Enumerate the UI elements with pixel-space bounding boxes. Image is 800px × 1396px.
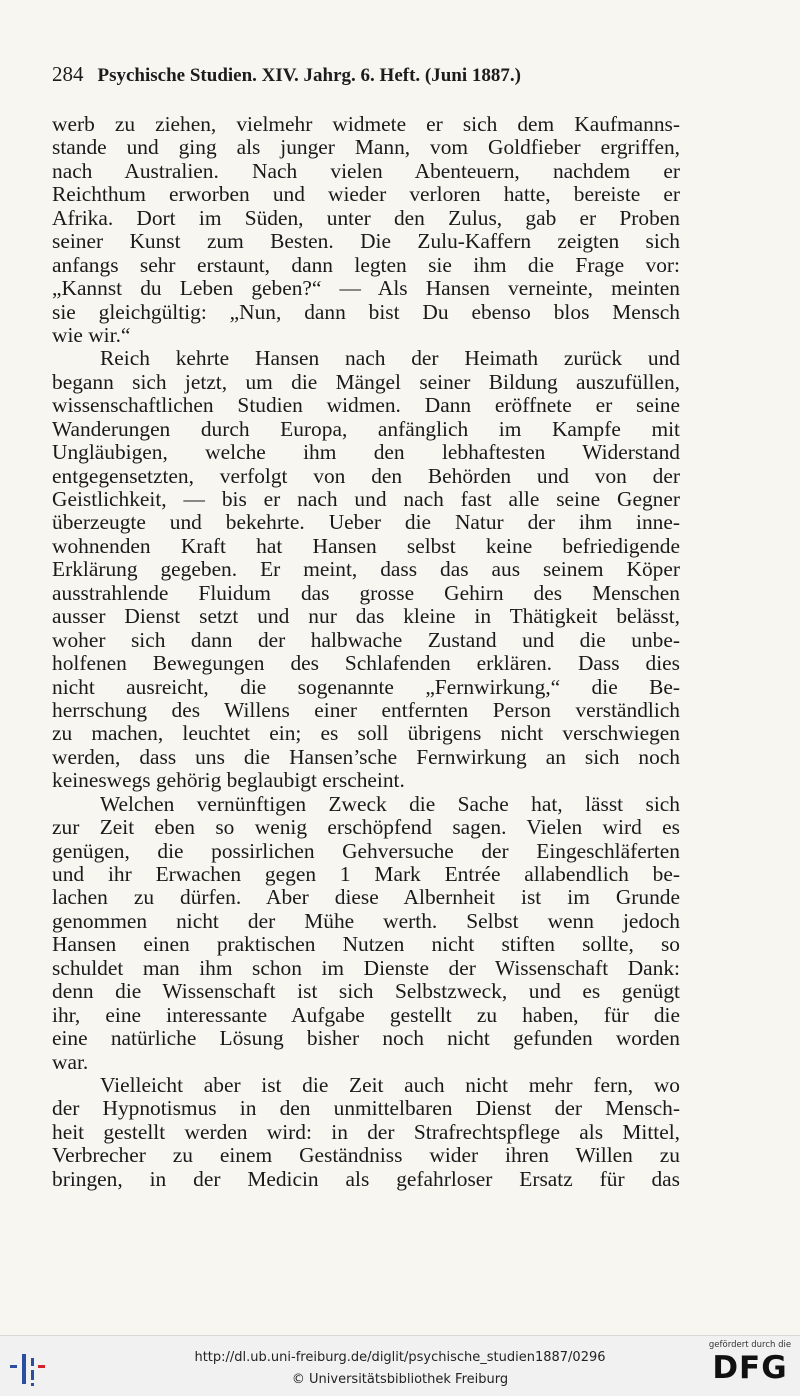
text-line: herrschung des Willens einer entfernten Person verständlich [52, 697, 680, 722]
text-line: werb zu ziehen, vielmehr widmete er sich dem Kaufmanns- [52, 112, 680, 136]
text-line: ausser Dienst setzt und nur das kleine in Thätigkeit belässt, [52, 604, 680, 629]
text-line: woher sich dann der halbwache Zustand und die unbe- [52, 627, 680, 652]
text-line: wissenschaftlichen Studien widmen. Dann eröffnete er seine [52, 393, 680, 418]
text-line: nicht ausreicht, die sogenannte „Fernwirkung,“ die Be- [52, 674, 680, 699]
text-line: seiner Kunst zum Besten. Die Zulu-Kaffern zeigten sich [52, 229, 680, 254]
text-line: zu machen, leuchtet ein; es soll übrigens nicht verschwiegen [52, 721, 680, 746]
text-line: holfenen Bewegungen des Schlafenden erklären. Dass dies [52, 651, 680, 676]
viewer-footer [0, 1335, 800, 1396]
text-line: Wanderungen durch Europa, anfänglich im Kampfe mit [52, 416, 680, 441]
text-line: nach Australien. Nach vielen Abenteuern, nachdem er [52, 158, 680, 183]
text-line: eine natürliche Lösung bisher noch nicht gefunden worden [52, 1026, 680, 1051]
text-line: Ungläubigen, welche ihm den lebhaftesten Widerstand [52, 440, 680, 465]
text-line: sie gleichgültig: „Nun, dann bist Du ebenso blos Mensch [52, 299, 680, 324]
text-line: Reichthum erworben und wieder verloren hatte, bereiste er [52, 182, 680, 207]
text-line: der Hypnotismus in den unmittelbaren Dienst der Mensch- [52, 1096, 680, 1121]
text-line: wohnenden Kraft hat Hansen selbst keine befriedigende [52, 533, 680, 558]
text-line: Afrika. Dort im Süden, unter den Zulus, gab er Proben [52, 205, 680, 230]
dfg-logo-text: DFG [712, 1350, 788, 1386]
running-header [52, 62, 684, 87]
text-line: Erklärung gegeben. Er meint, dass das aus seinem Köper [52, 557, 680, 582]
dfg-logo [708, 1340, 792, 1385]
text-line: genügen, die possirlichen Gehversuche der Eingeschläferten [52, 838, 680, 863]
text-line: Geistlichkeit, — bis er nach und nach fast alle seine Gegner [52, 487, 680, 511]
text-line: Welchen vernünftigen Zweck die Sache hat, lässt sich [100, 791, 680, 816]
text-line: heit gestellt werden wird: in der Strafrechtspflege als Mittel, [52, 1119, 680, 1144]
dfg-funding-label: gefördert durch die [708, 1340, 792, 1350]
text-line: Hansen einen praktischen Nutzen nicht stiften sollte, so [52, 932, 680, 957]
text-line: zur Zeit eben so wenig erschöpfend sagen. Vielen wird es [52, 815, 680, 840]
text-line: ihr, eine interessante Aufgabe gestellt zu haben, für die [52, 1002, 680, 1027]
text-line: stande und ging als junger Mann, vom Goldfieber ergriffen, [52, 135, 680, 160]
text-line: genommen nicht der Mühe werth. Selbst wenn jedoch [52, 908, 680, 933]
running-title: Psychische Studien. XIV. Jahrg. 6. Heft. (Juni 1887.) [97, 65, 521, 86]
text-line: werden, dass uns die Hansen’sche Fernwirkung an sich noch [52, 744, 680, 769]
text-line: ausstrahlende Fluidum das grosse Gehirn des Menschen [52, 580, 680, 605]
permalink-url[interactable]: http://dl.ub.uni-freiburg.de/diglit/psychische_studien1887/0296 [194, 1350, 606, 1365]
body-text [52, 113, 680, 1191]
text-line: bringen, in der Medicin als gefahrloser Ersatz für das [52, 1166, 680, 1191]
text-line: schuldet man ihm schon im Dienste der Wissenschaft Dank: [52, 955, 680, 980]
page-number: 284 [52, 62, 84, 86]
text-line: und ihr Erwachen gegen 1 Mark Entrée allabendlich be- [52, 862, 680, 886]
copyright-notice: © Universitätsbibliothek Freiburg [291, 1372, 509, 1387]
text-line: anfangs sehr erstaunt, dann legten sie ihm die Frage vor: [52, 252, 680, 277]
text-line: denn die Wissenschaft ist sich Selbstzweck, und es genügt [52, 979, 680, 1004]
text-line: lachen zu dürfen. Aber diese Albernheit ist im Grunde [52, 885, 680, 910]
text-line: Verbrecher zu einem Geständniss wider ihren Willen zu [52, 1143, 680, 1168]
text-line: Reich kehrte Hansen nach der Heimath zurück und [100, 346, 680, 371]
text-line: war. [52, 1049, 89, 1074]
text-line: Vielleicht aber ist die Zeit auch nicht mehr fern, wo [100, 1072, 680, 1097]
text-line: entgegensetzten, verfolgt von den Behörden und von der [52, 463, 680, 488]
text-line: keineswegs gehörig beglaubigt erscheint. [52, 768, 405, 793]
text-line: wie wir.“ [52, 322, 131, 347]
text-line: begann sich jetzt, um die Mängel seiner Bildung auszufüllen, [52, 369, 680, 394]
text-line: „Kannst du Leben geben?“ — Als Hansen verneinte, meinten [52, 276, 680, 301]
text-line: überzeugte und bekehrte. Ueber die Natur der ihm inne- [52, 510, 680, 535]
